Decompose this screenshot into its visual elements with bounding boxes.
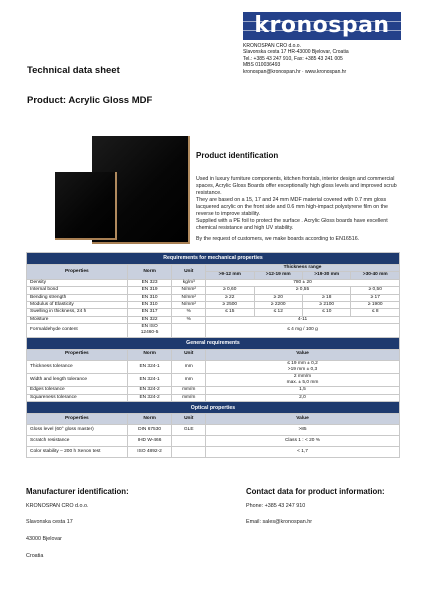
value-line: >19 mm ± 0,3 xyxy=(287,366,318,372)
range-header: >12-19 mm xyxy=(254,272,302,279)
unit-cell: % xyxy=(172,316,206,323)
unit-cell xyxy=(172,436,206,447)
value-cell: ≤ 8 xyxy=(351,309,400,316)
company-email-web: kronospan@kronospan.hr · www.kronospan.hr xyxy=(243,68,347,75)
col-value: Value xyxy=(206,349,400,360)
unit-cell: mm xyxy=(172,360,206,373)
identification-paragraph: Supplied with a PE foil to protect the surface . Acrylic Gloss boards have excellent chemical resistance and high UV stability. xyxy=(196,218,388,231)
norm-cell: EN 324-2 xyxy=(127,394,172,401)
col-unit: Unit xyxy=(172,265,206,280)
table-row xyxy=(27,301,400,308)
property-name: Edges tolerance xyxy=(27,387,128,394)
range-header: >30-40 mm xyxy=(351,272,400,279)
product-title: Product: Acrylic Gloss MDF xyxy=(27,95,153,106)
table-header-row xyxy=(27,414,400,425)
col-value: Value xyxy=(206,414,400,425)
value-line: ≤ 19 mm ± 0,2 xyxy=(287,360,318,366)
norm-cell: DIN 67530 xyxy=(127,425,172,436)
unit-cell: mm xyxy=(172,373,206,386)
property-name: Moisture xyxy=(27,316,128,323)
norm-cell: EN 324-1 xyxy=(127,360,172,373)
contact-heading: Contact data for product information: xyxy=(246,487,385,496)
unit-cell: GLE xyxy=(172,425,206,436)
property-name: Squareness tolerance xyxy=(27,394,128,401)
value-cell: 4-11 xyxy=(206,316,400,323)
company-address: Slavonska cesta 17 HR-43000 Bjelovar, Croatia xyxy=(243,49,349,56)
unit-cell: N/mm² xyxy=(172,287,206,294)
value-cell: ≤ 10 xyxy=(302,309,350,316)
range-header: >9-12 mm xyxy=(206,272,254,279)
value-cell: ≥ 2100 xyxy=(302,301,350,308)
unit-cell: mm/m xyxy=(172,387,206,394)
contact-phone: Phone: +385 43 247 910 xyxy=(246,503,306,509)
norm-cell: IHD W-466 xyxy=(127,436,172,447)
property-name: Internal bond xyxy=(27,287,128,294)
norm-cell: EN 324-1 xyxy=(127,373,172,386)
col-thickness-range: Thickness range xyxy=(206,265,400,272)
manufacturer-line: 43000 Bjelovar xyxy=(26,536,62,542)
table-row xyxy=(27,373,400,386)
value-cell: 1,5 xyxy=(206,387,400,394)
manufacturer-line: Slavonska cesta 17 xyxy=(26,519,73,525)
table-section-band xyxy=(27,402,400,414)
table-header-row xyxy=(27,349,400,360)
table-row xyxy=(27,324,400,337)
property-name: Modulus of Elasticity xyxy=(27,301,128,308)
norm-cell: EN 310 xyxy=(127,301,172,308)
table-row xyxy=(27,309,400,316)
table-row xyxy=(27,447,400,458)
mechanical-title: Requirements for mechanical properties xyxy=(27,253,400,265)
value-cell: ≤ 12 xyxy=(254,309,302,316)
value-line: max. ± 5,0 mm xyxy=(286,380,319,386)
property-name: Swelling in thickness, 24 h xyxy=(27,309,128,316)
unit-cell: N/mm² xyxy=(172,294,206,301)
property-name: Formaldehyde content xyxy=(27,324,128,337)
value-cell: 2,0 xyxy=(206,394,400,401)
value-cell: ≥ 18 xyxy=(302,294,350,301)
optical-title: Optical properties xyxy=(27,402,400,414)
col-unit: Unit xyxy=(172,414,206,425)
norm-line: 12460-5 xyxy=(140,330,159,336)
norm-cell: EN 324-2 xyxy=(127,387,172,394)
table-row xyxy=(27,279,400,286)
value-cell: ≥ 22 xyxy=(206,294,254,301)
identification-paragraph: They are based on a 15, 17 and 24 mm MDF material covered with 0.7 mm gloss lacquered acrylic on the front side and 0.6 mm high-impact polystyrene film on the reverse to improve stability. xyxy=(196,197,388,217)
norm-cell: EN 322 xyxy=(127,316,172,323)
company-name: KRONOSPAN CRO d.o.o. xyxy=(243,43,301,49)
value-cell: < 1,7 xyxy=(206,447,400,458)
unit-cell: % xyxy=(172,309,206,316)
value-cell: ≥ 0,55 xyxy=(254,287,351,294)
property-name: Density xyxy=(27,279,128,286)
norm-cell: EN 310 xyxy=(127,294,172,301)
identification-paragraph: Used in luxury furniture components, kitchen frontals, interior design and commercial spaces, Acrylic Gloss Boards offer exceptionally high gloss levels and improved scrub resistance. xyxy=(196,176,397,196)
unit-cell: kg/m³ xyxy=(172,279,206,286)
unit-cell: N/mm² xyxy=(172,301,206,308)
general-title: General requirements xyxy=(27,337,400,349)
table-row xyxy=(27,287,400,294)
table-row xyxy=(27,360,400,373)
value-cell: ≤ 4 mg / 100 g xyxy=(206,324,400,337)
property-name: Width and length tolerance xyxy=(27,373,128,386)
value-cell: ≥ 0,50 xyxy=(351,287,400,294)
company-phone-fax: Tel.: +385 43 247 910, Fax: +385 43 241 005 xyxy=(243,55,343,62)
manufacturer-heading: Manufacturer identification: xyxy=(26,487,129,496)
table-row xyxy=(27,394,400,401)
col-unit: Unit xyxy=(172,349,206,360)
norm-line: EN ISO xyxy=(141,324,158,330)
document-title: Technical data sheet xyxy=(27,65,120,76)
value-cell xyxy=(206,360,400,373)
col-properties: Properties xyxy=(27,414,128,425)
manufacturer-line: KRONOSPAN CRO d.o.o. xyxy=(26,503,89,509)
table-row xyxy=(27,294,400,301)
col-properties: Properties xyxy=(27,349,128,360)
property-name: Bending strength xyxy=(27,294,128,301)
product-board-image xyxy=(55,172,117,240)
table-section-band xyxy=(27,337,400,349)
company-address-block xyxy=(243,43,349,75)
norm-cell: EN 319 xyxy=(127,287,172,294)
table-row xyxy=(27,387,400,394)
kronospan-logo: kronospan xyxy=(254,13,390,38)
value-line: 2 mm/m xyxy=(293,373,312,379)
property-name: Gloss level (60° gloss master) xyxy=(27,425,128,436)
table-row xyxy=(27,436,400,447)
value-cell: ≥ 1900 xyxy=(351,301,400,308)
norm-cell: ISO 4892-2 xyxy=(127,447,172,458)
value-cell: Class 1 : < 20 % xyxy=(206,436,400,447)
value-cell: ≥ 20 xyxy=(254,294,302,301)
value-cell: ≥ 2500 xyxy=(206,301,254,308)
col-norm: Norm xyxy=(127,349,172,360)
properties-table xyxy=(26,252,400,458)
col-norm: Norm xyxy=(127,265,172,280)
table-section-band xyxy=(27,253,400,265)
company-mbs: MBS 010036493 xyxy=(243,62,281,69)
table-row xyxy=(27,425,400,436)
manufacturer-line: Croatia xyxy=(26,553,44,559)
table-row xyxy=(27,316,400,323)
product-identification-heading: Product identification xyxy=(196,151,279,160)
property-name: Color stability – 200 h Xenon test xyxy=(27,447,128,458)
col-properties: Properties xyxy=(27,265,128,280)
value-cell: 780 ± 20 xyxy=(206,279,400,286)
unit-cell xyxy=(172,447,206,458)
unit-cell: mm/m xyxy=(172,394,206,401)
unit-cell xyxy=(172,324,206,337)
value-cell: >85 xyxy=(206,425,400,436)
norm-cell xyxy=(127,324,172,337)
value-cell: ≥ 0,60 xyxy=(206,287,254,294)
norm-cell: EN 317 xyxy=(127,309,172,316)
property-name: Scratch resistance xyxy=(27,436,128,447)
value-cell: ≥ 2200 xyxy=(254,301,302,308)
table-header-row xyxy=(27,265,400,272)
range-header: >19-30 mm xyxy=(302,272,350,279)
value-cell: ≤ 15 xyxy=(206,309,254,316)
col-norm: Norm xyxy=(127,414,172,425)
norm-cell: EN 323 xyxy=(127,279,172,286)
value-cell: ≥ 17 xyxy=(351,294,400,301)
property-name: Thickness tolerance xyxy=(27,360,128,373)
identification-paragraph: By the request of customers, we make boards according to EN16516. xyxy=(196,236,360,242)
value-cell xyxy=(206,373,400,386)
contact-email: Email: sales@kronospan.hr xyxy=(246,519,312,525)
